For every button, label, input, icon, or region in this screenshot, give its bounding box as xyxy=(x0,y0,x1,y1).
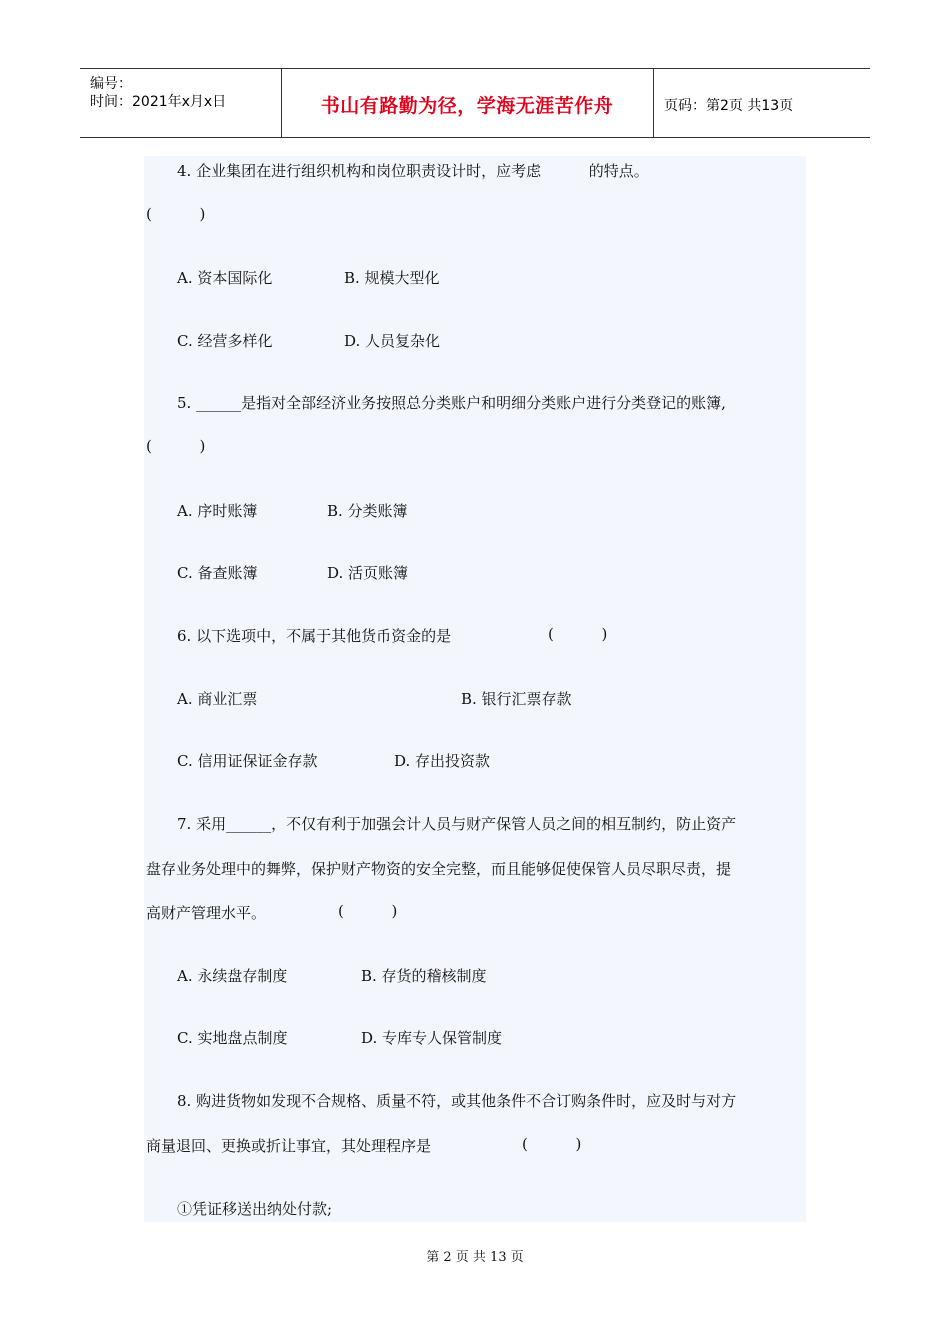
page-header xyxy=(80,68,870,138)
question-8-stem-line-2: 商量退回、更换或折让事宜，其处理程序是 xyxy=(146,1137,432,1155)
question-6-answer-paren: ( ) xyxy=(548,625,608,643)
document-time-label: 时间：2021年x月x日 xyxy=(90,94,227,110)
question-7-stem-line-1: 7. 采用______，不仅有利于加强会计人员与财产保管人员之间的相互制约，防止资产 xyxy=(177,815,737,833)
question-4-option-a: A. 资本国际化 xyxy=(177,269,273,287)
question-5-option-a: A. 序时账簿 xyxy=(177,502,258,520)
question-7-stem-line-3: 高财产管理水平。 xyxy=(146,904,267,922)
header-page-cell xyxy=(654,69,870,137)
question-7-stem-line-2: 盘存业务处理中的舞弊，保护财产物资的安全完整，而且能够促使保管人员尽职尽责，提 xyxy=(146,860,732,878)
header-meta-cell xyxy=(80,69,282,137)
question-4-option-d: D. 人员复杂化 xyxy=(344,332,441,350)
question-4-option-b: B. 规模大型化 xyxy=(344,269,440,287)
question-8-item-1: ①凭证移送出纳处付款; xyxy=(177,1200,333,1218)
document-body xyxy=(144,156,806,1222)
question-7-option-d: D. 专库专人保管制度 xyxy=(361,1029,503,1047)
question-6-option-c: C. 信用证保证金存款 xyxy=(177,752,318,770)
header-page-info: 页码：第2页 共13页 xyxy=(664,98,794,114)
question-5-option-b: B. 分类账簿 xyxy=(327,502,408,520)
question-7-option-b: B. 存货的稽核制度 xyxy=(361,967,487,985)
question-5-answer-paren: ( ) xyxy=(146,437,206,455)
header-motto-cell xyxy=(281,69,654,137)
question-6-option-d: D. 存出投资款 xyxy=(394,752,491,770)
question-5-option-c: C. 备查账簿 xyxy=(177,564,258,582)
document-number-label: 编号： xyxy=(90,76,132,92)
question-5-stem: 5. ______是指对全部经济业务按照总分类账户和明细分类账户进行分类登记的账簿, xyxy=(177,394,726,412)
question-4-option-c: C. 经营多样化 xyxy=(177,332,273,350)
question-6-option-a: A. 商业汇票 xyxy=(177,690,258,708)
question-7-option-c: C. 实地盘点制度 xyxy=(177,1029,288,1047)
question-6-option-b: B. 银行汇票存款 xyxy=(461,690,572,708)
question-8-answer-paren: ( ) xyxy=(522,1135,582,1153)
question-4-answer-paren: ( ) xyxy=(146,205,206,223)
question-7-answer-paren: ( ) xyxy=(338,902,398,920)
question-8-stem-line-1: 8. 购进货物如发现不合规格、质量不符，或其他条件不合订购条件时，应及时与对方 xyxy=(177,1092,737,1110)
page-footer: 第 2 页 共 13 页 xyxy=(426,1250,524,1265)
header-motto: 书山有路勤为径，学海无涯苦作舟 xyxy=(320,95,614,117)
question-6-stem: 6. 以下选项中，不属于其他货币资金的是 xyxy=(177,627,452,645)
question-5-option-d: D. 活页账簿 xyxy=(327,564,409,582)
question-7-option-a: A. 永续盘存制度 xyxy=(177,967,288,985)
question-4-stem: 4. 企业集团在进行组织机构和岗位职责设计时，应考虑 的特点。 xyxy=(177,162,649,180)
